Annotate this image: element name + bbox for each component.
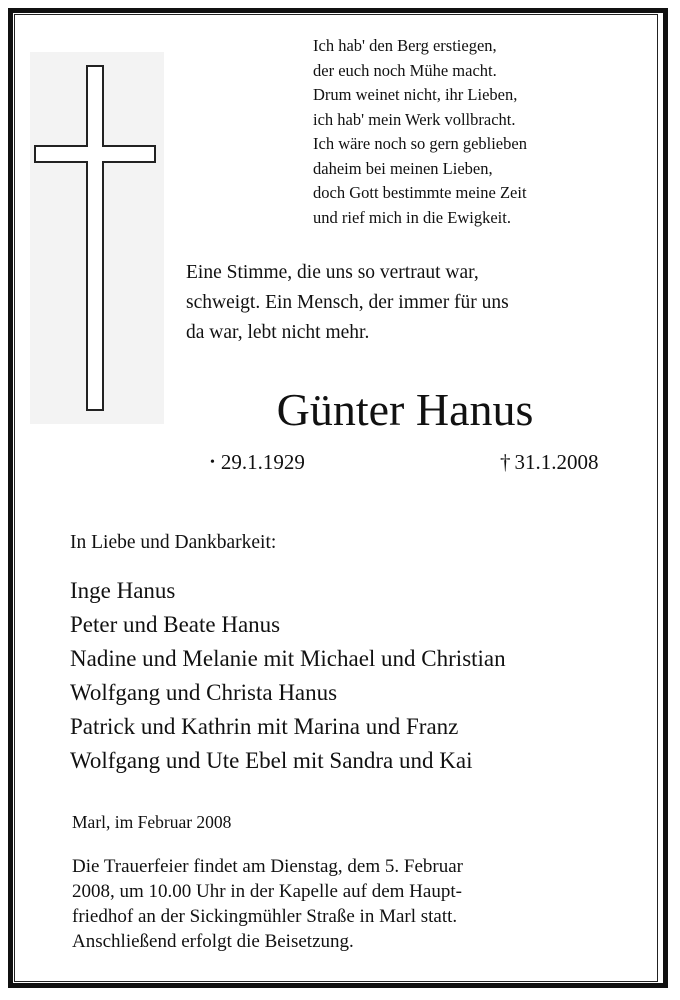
mourner: Patrick und Kathrin mit Marina und Franz (70, 714, 459, 739)
mourner: Peter und Beate Hanus (70, 612, 281, 637)
poem-line: ich hab' mein Werk vollbracht. (313, 109, 516, 129)
death-date: 31.1.2008 (514, 450, 599, 474)
funeral-line: Anschließend erfolgt die Beisetzung. (72, 931, 354, 952)
memorial-text (186, 258, 636, 348)
deceased-name: Günter Hanus (276, 384, 534, 435)
birth-date: 29.1.1929 (220, 450, 305, 474)
poem-line: Ich wäre noch so gern geblieben (313, 134, 527, 153)
mourner: Wolfgang und Ute Ebel mit Sandra und Kai (70, 748, 473, 773)
poem-line: und rief mich in die Ewigkeit. (313, 207, 511, 227)
poem-line: Ich hab' den Berg erstiegen, (313, 36, 497, 55)
poem-line: daheim bei meinen Lieben, (313, 158, 493, 178)
funeral-line: 2008, um 10.00 Uhr in der Kapelle auf dem Haupt- (72, 881, 462, 902)
funeral-info (72, 854, 652, 954)
funeral-line: friedhof an der Sickingmühler Straße in Marl statt. (72, 906, 458, 927)
poem (313, 34, 633, 230)
funeral-line: Die Trauerfeier findet am Dienstag, dem 5. Februar (72, 856, 463, 877)
memorial-line: schweigt. Ein Mensch, der immer für uns (186, 292, 509, 313)
mourner: Wolfgang und Christa Hanus (70, 680, 338, 705)
poem-line: doch Gott bestimmte meine Zeit (313, 183, 527, 202)
mourner: Inge Hanus (70, 578, 176, 603)
place-date: Marl, im Februar 2008 (72, 812, 232, 832)
latin-cross-icon (32, 64, 158, 412)
gratitude-heading: In Liebe und Dankbarkeit: (70, 532, 277, 553)
poem-line: der euch noch Mühe macht. (313, 60, 497, 80)
memorial-line: Eine Stimme, die uns so vertraut war, (186, 262, 479, 283)
mourner: Nadine und Melanie mit Michael und Christian (70, 646, 506, 671)
death-date-line (500, 450, 599, 475)
birth-star-icon: • (210, 455, 215, 470)
death-dagger-icon: † (500, 450, 511, 474)
poem-line: Drum weinet nicht, ihr Lieben, (313, 85, 518, 104)
memorial-line: da war, lebt nicht mehr. (186, 322, 370, 343)
birth-date-line (210, 450, 305, 475)
mourners-list (70, 574, 506, 778)
